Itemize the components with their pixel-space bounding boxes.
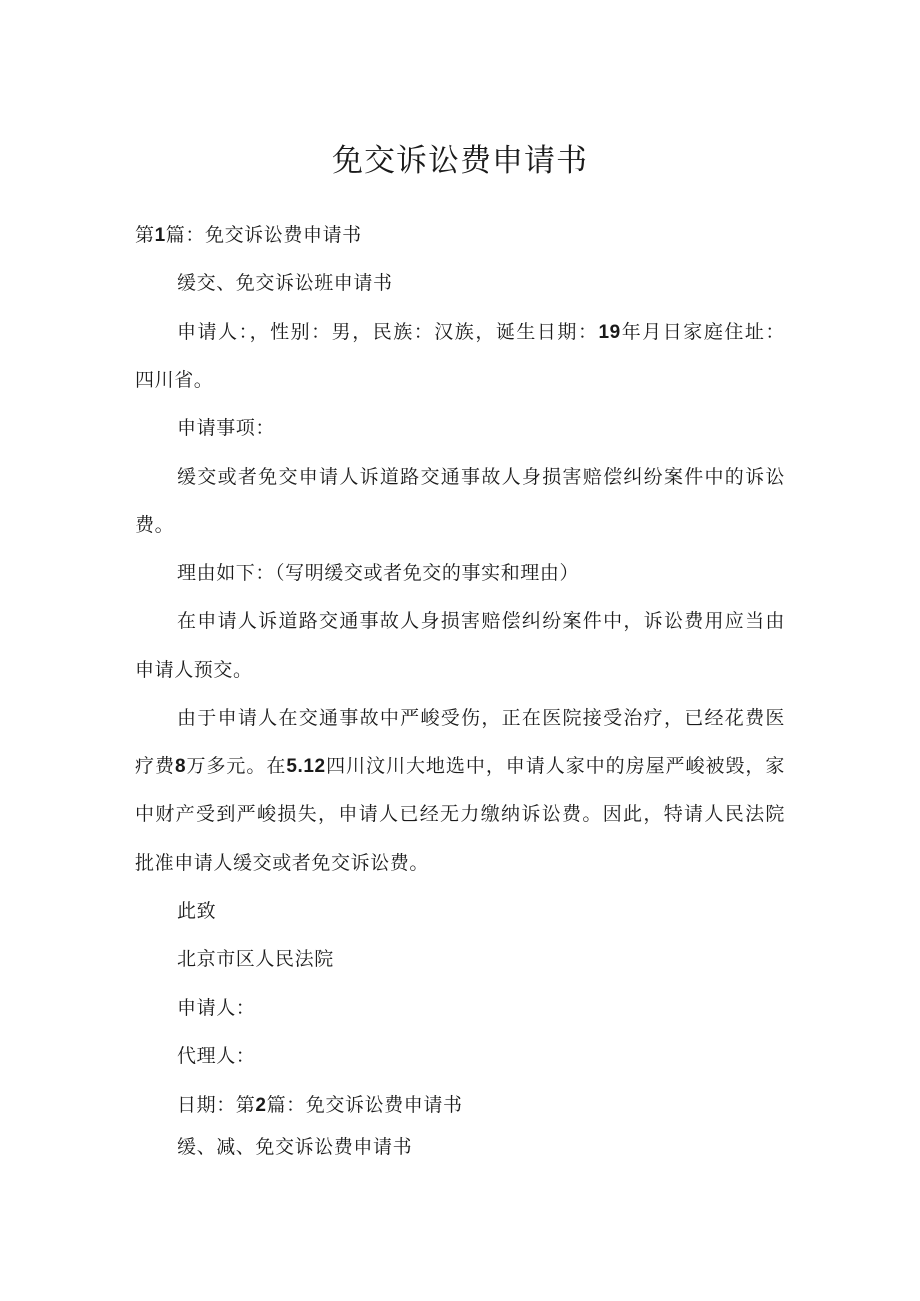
matters-line1: 缓交或者免交申请人诉道路交通事故人身损害赔偿纠纷案件中的诉讼 <box>177 466 785 488</box>
applicant-signature: 申请人： <box>177 997 256 1019</box>
closing: 此致 <box>177 900 217 922</box>
reason1-line1: 在申请人诉道路交通事故人身损害赔偿纠纷案件中，诉讼费用应当由 <box>177 610 785 632</box>
applicant-info-line1: 申请人：，性别：男，民族：汉族，诞生日期：19年月日家庭住址： <box>177 321 785 343</box>
reasons-label: 理由如下：（写明缓交或者免交的事实和理由） <box>177 562 580 584</box>
matters-line2: 费。 <box>135 514 175 536</box>
applicant-info-line2: 四川省。 <box>135 369 214 391</box>
subtitle: 缓交、免交诉讼班申请书 <box>177 272 393 294</box>
date-line: 日期：第2篇：免交诉讼费申请书 <box>177 1094 463 1116</box>
reason1-line2: 申请人预交。 <box>135 659 253 681</box>
reason2-line3: 中财产受到严峻损失，申请人已经无力缴纳诉讼费。因此，特请人民法院 <box>135 803 785 825</box>
part2-subtitle: 缓、减、免交诉讼费申请书 <box>177 1136 413 1158</box>
agent-signature: 代理人： <box>177 1045 256 1067</box>
part1-heading: 第1篇：免交诉讼费申请书 <box>135 224 362 246</box>
court-name: 北京市区人民法院 <box>177 948 334 970</box>
reason2-line1: 由于申请人在交通事故中严峻受伤，正在医院接受治疗，已经花费医 <box>177 707 785 729</box>
reason2-line2: 疗费8万多元。在5.12四川汶川大地选中，申请人家中的房屋严峻被毁，家 <box>135 755 785 777</box>
document-title: 免交诉讼费申请书 <box>332 143 588 179</box>
reason2-line4: 批准申请人缓交或者免交诉讼费。 <box>135 852 430 874</box>
matters-label: 申请事项： <box>177 417 276 439</box>
